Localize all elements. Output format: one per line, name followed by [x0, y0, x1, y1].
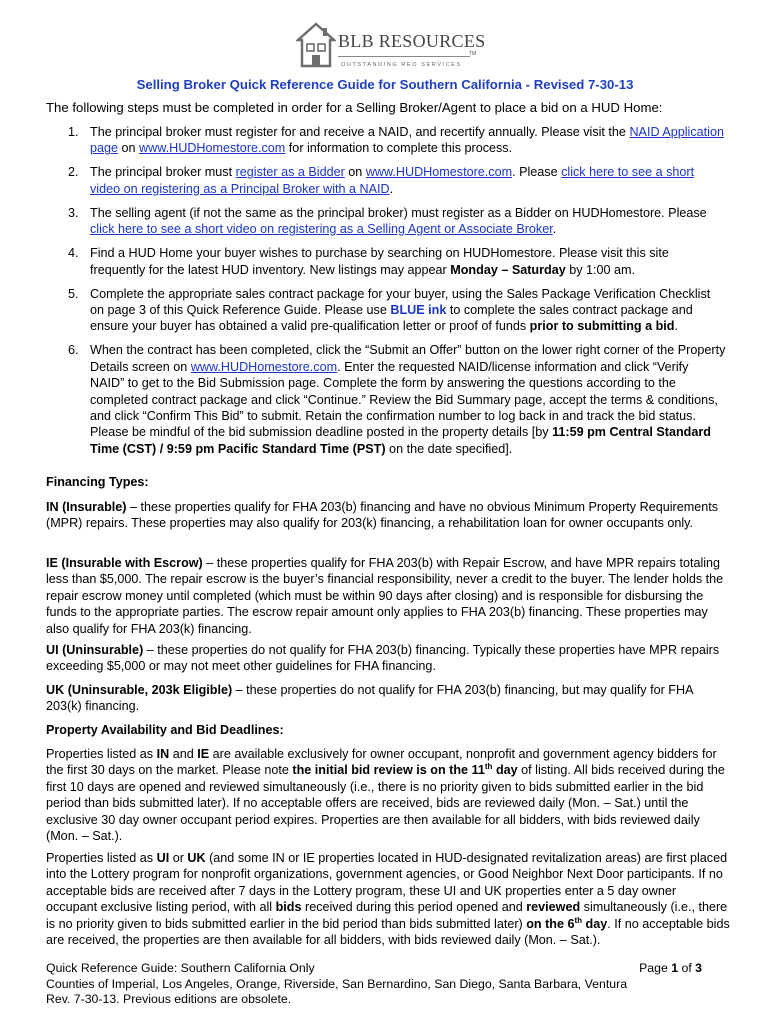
superscript: th: [484, 762, 493, 772]
principal-broker-video-link[interactable]: click here to see a short video on registering as a Principal Broker with a NAID: [90, 165, 695, 196]
financing-text: – these properties qualify for FHA 203(b) financing and have no obvious Minimum Property Requirements (MPR) repairs. These properties may also qualify for 203(k) financing, a rehabilitation loan for owner occupants only.: [46, 500, 718, 531]
para-bold: the initial bid review is on the 11: [292, 763, 485, 778]
naid-application-link[interactable]: NAID Application page: [90, 125, 724, 156]
hudhomestore-link[interactable]: www.HUDHomestore.com: [139, 141, 286, 156]
step-number: 3.: [68, 205, 79, 220]
hudhomestore-link[interactable]: www.HUDHomestore.com: [190, 359, 338, 374]
availability-paragraph-1: [46, 746, 730, 844]
step-text: The principal broker must register for and receive a NAID, and recertify annually. Please visit the: [90, 125, 630, 139]
financing-ui: [46, 642, 730, 675]
step-bold-text: 11:59 pm Central Standard Time (CST) / 9:59 pm Pacific Standard Time (PST): [90, 425, 711, 456]
section-heading: Financing Types:: [46, 475, 149, 489]
step-text: .: [674, 319, 678, 334]
step-text: The principal broker must: [90, 165, 236, 180]
para-bold: IE: [197, 747, 210, 761]
para-bold: UI: [156, 851, 170, 865]
logo-divider: [338, 56, 470, 57]
financing-heading: [46, 474, 730, 490]
para-text: . If no acceptable bids are received, the properties are then available for all bidders, with bids reviewed daily (Mon. – Sat.).: [46, 916, 730, 948]
step-text: to complete the sales contract package and ensure your buyer has obtained a valid pre-qualification letter or proof of funds: [90, 303, 693, 334]
para-bold: day: [492, 763, 518, 778]
financing-label: UK (Uninsurable, 203k Eligible): [46, 683, 233, 697]
para-text: (and some IN or IE properties located in HUD-designated revitalization areas) are first placed into the Lottery program for nonprofit organizations, government agencies, or Good Neighbor Next Door participants. If no acceptable bids are received after 7 days in the Lottery program, these UI and UK properties enter a 5 day owner occupant exclusive listing period, with all: [46, 851, 728, 915]
para-bold: IN: [156, 747, 170, 761]
step-bold-text: prior to submitting a bid: [529, 319, 675, 334]
para-text: Properties listed as: [46, 747, 157, 761]
financing-text: – these properties qualify for FHA 203(b) with Repair Escrow, and have MPR repairs totaling less than $5,000. The repair escrow is the buyer’s financial responsibility, never a credit to the buyer. The lender holds the repair escrow money until completed (which must be within 90 days after closing) and is responsible for disbursing the funds to the appropriate parties. The escrow repair amount only applies to FHA 203(b) financing. These properties may also qualify for FHA 203(k) financing.: [46, 556, 724, 636]
para-text: are available exclusively for owner occupant, nonprofit and government agency bidders for the first 30 days on the market. Please note: [46, 747, 717, 778]
para-bold: UK: [187, 851, 206, 865]
steps-list: [46, 124, 726, 465]
step-text: . Enter the requested NAID/license information and click “Verify NAID” to get to the Bid Submission page. Complete the form by answering the questions according to the completed contract package and click “Continue.” Review the Bid Summary page, accept the terms & conditions, and click “Confirm This Bid” to submit. Retain the confirmation number to log back in and track the bid status. Please be mindful of the bid submission deadline posted in the property details [by: [90, 359, 718, 440]
para-bold: on the 6: [526, 916, 575, 931]
financing-label: UI (Uninsurable): [46, 643, 144, 657]
step-text: When the contract has been completed, click the “Submit an Offer” button on the lower right corner of the Property Details screen on: [90, 343, 726, 374]
step-text: .: [389, 181, 394, 196]
step-number: 6.: [68, 343, 79, 358]
hudhomestore-link[interactable]: www.HUDHomestore.com: [365, 165, 513, 180]
step-number: 2.: [68, 165, 79, 180]
step-2: [46, 164, 726, 197]
availability-heading: [46, 722, 730, 738]
para-text: of listing. All bids received during the first 10 days are opened and reviewed simultaneously (i.e., there is no priority given to bids submitted earlier in the bid period than bids submitted later). If no acceptable offers are received, bids are reviewed daily (Mon. – Sat.) until the exclusive 30 day owner occupant period expires. Properties are then available for all bidders, with bids reviewed daily (Mon. – Sat.).: [46, 763, 725, 844]
step-text: on: [118, 141, 140, 156]
superscript: th: [574, 915, 583, 925]
financing-text: – these properties do not qualify for FHA 203(b) financing. Typically these properties have MPR repairs exceeding $5,000 or may not meet other guidelines for FHA financing.: [46, 643, 720, 674]
step-text: Complete the appropriate sales contract package for your buyer, using the Sales Package Verification Checklist on page 3 of this Quick Reference Guide. Please use: [90, 286, 711, 318]
logo-tagline: OUTSTANDING REO SERVICES: [341, 62, 462, 68]
step-number: 1.: [68, 125, 79, 139]
financing-label: IE (Insurable with Escrow): [46, 556, 203, 570]
para-bold: reviewed: [526, 900, 581, 915]
page-of: of: [678, 961, 696, 975]
financing-label: IN (Insurable): [46, 500, 127, 514]
footer-revision: Rev. 7-30-13. Previous editions are obsolete.: [46, 992, 292, 1006]
financing-ie: [46, 555, 730, 637]
step-text: .: [552, 222, 557, 237]
para-text: received during this period opened and: [301, 900, 527, 915]
page-number: 1: [671, 961, 679, 975]
step-number: 4.: [68, 246, 79, 261]
footer-line-1: [46, 961, 702, 975]
para-text: simultaneously (i.e., there is no priority given to bids submitted earlier in the bid period than bids submitted later): [46, 900, 728, 931]
page-prefix: Page: [639, 961, 672, 975]
section-heading: Property Availability and Bid Deadlines:: [46, 723, 284, 737]
para-bold: day: [582, 916, 608, 931]
step-number: 5.: [68, 286, 79, 301]
logo-trademark: TM: [469, 51, 477, 57]
page-total: 3: [695, 961, 702, 975]
step-text: on: [344, 165, 366, 180]
availability-paragraph-2: [46, 850, 730, 948]
footer-counties: Counties of Imperial, Los Angeles, Orange, Riverside, San Bernardino, San Diego, Santa Barbara, Ventura: [46, 977, 628, 991]
step-text: Find a HUD Home your buyer wishes to purchase by searching on HUDHomestore. Please visit this site frequently for the latest HUD inventory. New listings may appear: [90, 246, 669, 277]
logo-name: BLB RESOURCES: [338, 31, 486, 51]
blb-resources-logo: [296, 20, 486, 70]
step-3: [46, 205, 726, 238]
step-bold-text: Monday – Saturday: [450, 262, 566, 277]
para-bold: bids: [275, 900, 302, 915]
step-4: [46, 245, 726, 278]
blue-ink-text: BLUE ink: [390, 303, 447, 318]
financing-text: – these properties do not qualify for FHA 203(b) financing, but may qualify for FHA 203(k) financing.: [46, 683, 693, 714]
step-text: on the date specified].: [385, 441, 513, 456]
page-title: Selling Broker Quick Reference Guide for Southern California - Revised 7-30-13: [136, 77, 634, 92]
house-logo-icon: [296, 22, 336, 68]
intro-text: The following steps must be completed in order for a Selling Broker/Agent to place a bid on a HUD Home:: [46, 100, 663, 115]
step-1: [46, 124, 726, 157]
step-6: [46, 342, 726, 457]
para-text: Properties listed as: [46, 851, 157, 865]
selling-agent-video-link[interactable]: click here to see a short video on registering as a Selling Agent or Associate Broker: [90, 222, 553, 237]
step-text: . Please: [512, 165, 562, 180]
footer-guide-label: Quick Reference Guide: Southern California Only: [46, 961, 315, 975]
step-text: The selling agent (if not the same as the principal broker) must register as a Bidder on HUDHomestore. Please: [90, 205, 707, 220]
register-bidder-link[interactable]: register as a Bidder: [235, 165, 345, 180]
page-indicator: [639, 961, 702, 975]
para-text: or: [169, 851, 188, 865]
financing-uk: [46, 682, 730, 715]
step-text: for information to complete this process.: [285, 141, 513, 156]
step-text: by 1:00 am.: [565, 262, 636, 277]
step-5: [46, 286, 726, 335]
para-text: and: [169, 747, 198, 761]
financing-in: [46, 499, 730, 532]
